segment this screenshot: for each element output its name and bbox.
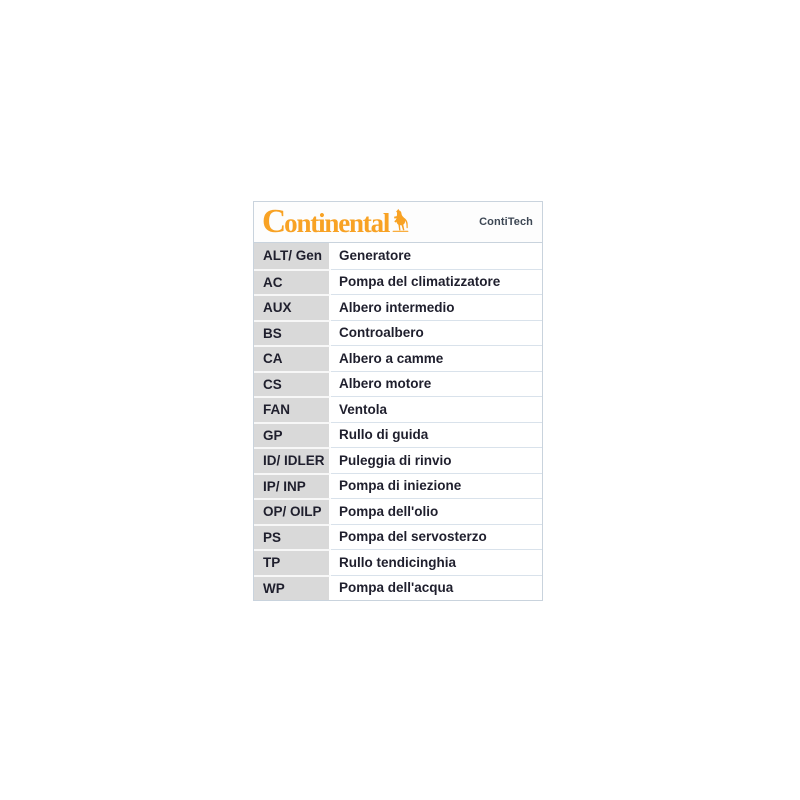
- abbr-code-cell: IP/ INP: [254, 473, 331, 499]
- continental-wordmark: Continental: [262, 202, 390, 241]
- abbr-code-cell: TP: [254, 549, 331, 575]
- abbr-description-cell: Pompa del climatizzatore: [331, 269, 542, 295]
- table-row: [254, 243, 542, 269]
- abbr-description-cell: Albero a camme: [331, 345, 542, 371]
- abbr-code-cell: ID/ IDLER: [254, 447, 331, 473]
- abbr-code-cell: WP: [254, 575, 331, 601]
- abbr-description-cell: Puleggia di rinvio: [331, 447, 542, 473]
- abbr-code-cell: PS: [254, 524, 331, 550]
- abbr-code-cell: AC: [254, 269, 331, 295]
- table-row: [254, 473, 542, 499]
- table-row: [254, 549, 542, 575]
- abbr-code-cell: CA: [254, 345, 331, 371]
- abbr-description-cell: Pompa del servosterzo: [331, 524, 542, 550]
- abbr-code-cell: GP: [254, 422, 331, 448]
- abbr-description-cell: Albero motore: [331, 371, 542, 397]
- abbr-description-cell: Ventola: [331, 396, 542, 422]
- table-row: [254, 345, 542, 371]
- table-row: [254, 447, 542, 473]
- table-header: [254, 202, 542, 243]
- abbr-description-cell: Generatore: [331, 243, 542, 269]
- abbr-description-cell: Albero intermedio: [331, 294, 542, 320]
- abbr-code-cell: ALT/ Gen: [254, 243, 331, 269]
- abbr-description-cell: Controalbero: [331, 320, 542, 346]
- table-row: [254, 371, 542, 397]
- abbr-description-cell: Pompa di iniezione: [331, 473, 542, 499]
- table-row: [254, 422, 542, 448]
- table-row: [254, 269, 542, 295]
- table-row: [254, 575, 542, 601]
- abbr-code-cell: FAN: [254, 396, 331, 422]
- contitech-label: ContiTech: [479, 216, 533, 228]
- table-row: [254, 524, 542, 550]
- abbr-description-cell: Rullo tendicinghia: [331, 549, 542, 575]
- abbr-description-cell: Pompa dell'olio: [331, 498, 542, 524]
- table-row: [254, 294, 542, 320]
- abbreviation-legend-table: [253, 201, 543, 601]
- abbr-code-cell: BS: [254, 320, 331, 346]
- abbr-description-cell: Pompa dell'acqua: [331, 575, 542, 601]
- abbr-code-cell: AUX: [254, 294, 331, 320]
- table-row: [254, 320, 542, 346]
- abbr-code-cell: OP/ OILP: [254, 498, 331, 524]
- abbr-code-cell: CS: [254, 371, 331, 397]
- legend-rows: [254, 243, 542, 600]
- abbr-description-cell: Rullo di guida: [331, 422, 542, 448]
- table-row: [254, 498, 542, 524]
- rearing-horse-icon: [392, 207, 409, 234]
- continental-logo: [262, 202, 409, 241]
- table-row: [254, 396, 542, 422]
